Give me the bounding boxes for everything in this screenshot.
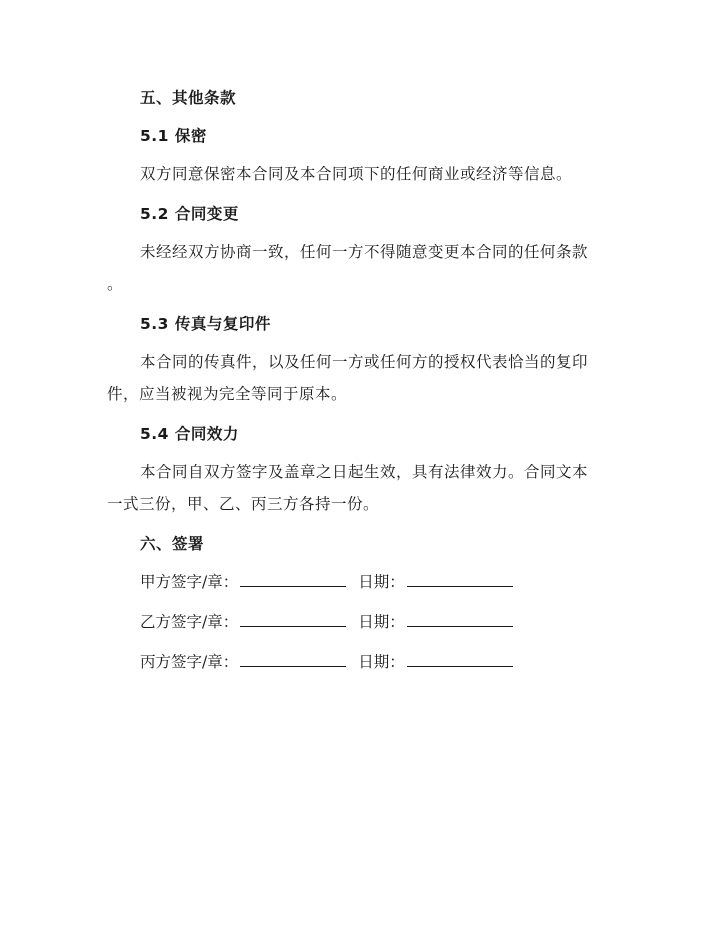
clause-text-confidentiality-line-1: 双方同意保密本合同及本合同项下的任何商业或经济等信息。 — [140, 165, 573, 183]
party-a-date-field[interactable] — [407, 572, 513, 587]
signature-row-party-b — [140, 612, 513, 632]
clause-title-contract-change: 5.2 合同变更 — [140, 205, 239, 223]
party-c-signature-label: 丙方签字/章： — [140, 653, 239, 671]
clause-text-contract-change-line-2: 。 — [107, 275, 124, 293]
section-heading-other-terms: 五、其他条款 — [140, 89, 237, 107]
clause-title-fax-copies: 5.3 传真与复印件 — [140, 315, 271, 333]
clause-text-contract-change-line-1: 未经经双方协商一致，任何一方不得随意变更本合同的任何条款 — [140, 243, 589, 261]
party-c-signature-field[interactable] — [240, 652, 346, 667]
party-b-date-field[interactable] — [407, 612, 513, 627]
party-a-signature-field[interactable] — [240, 572, 346, 587]
clause-title-contract-effect: 5.4 合同效力 — [140, 425, 239, 443]
section-heading-signature: 六、签署 — [140, 535, 205, 553]
party-b-date-label: 日期： — [358, 613, 405, 631]
party-b-signature-field[interactable] — [240, 612, 346, 627]
clause-text-fax-copies-line-2: 件，应当被视为完全等同于原本。 — [107, 385, 348, 403]
party-a-signature-label: 甲方签字/章： — [140, 573, 239, 591]
signature-row-party-c — [140, 652, 513, 672]
clause-text-fax-copies-line-1: 本合同的传真件，以及任何一方或任何方的授权代表恰当的复印 — [140, 353, 589, 371]
party-b-signature-label: 乙方签字/章： — [140, 613, 239, 631]
party-c-date-label: 日期： — [358, 653, 405, 671]
party-a-date-label: 日期： — [358, 573, 405, 591]
signature-row-party-a — [140, 572, 513, 592]
party-c-date-field[interactable] — [407, 652, 513, 667]
clause-text-contract-effect-line-2: 一式三份，甲、乙、丙三方各持一份。 — [107, 495, 380, 513]
clause-title-confidentiality: 5.1 保密 — [140, 127, 207, 145]
clause-text-contract-effect-line-1: 本合同自双方签字及盖章之日起生效，具有法律效力。合同文本 — [140, 463, 589, 481]
